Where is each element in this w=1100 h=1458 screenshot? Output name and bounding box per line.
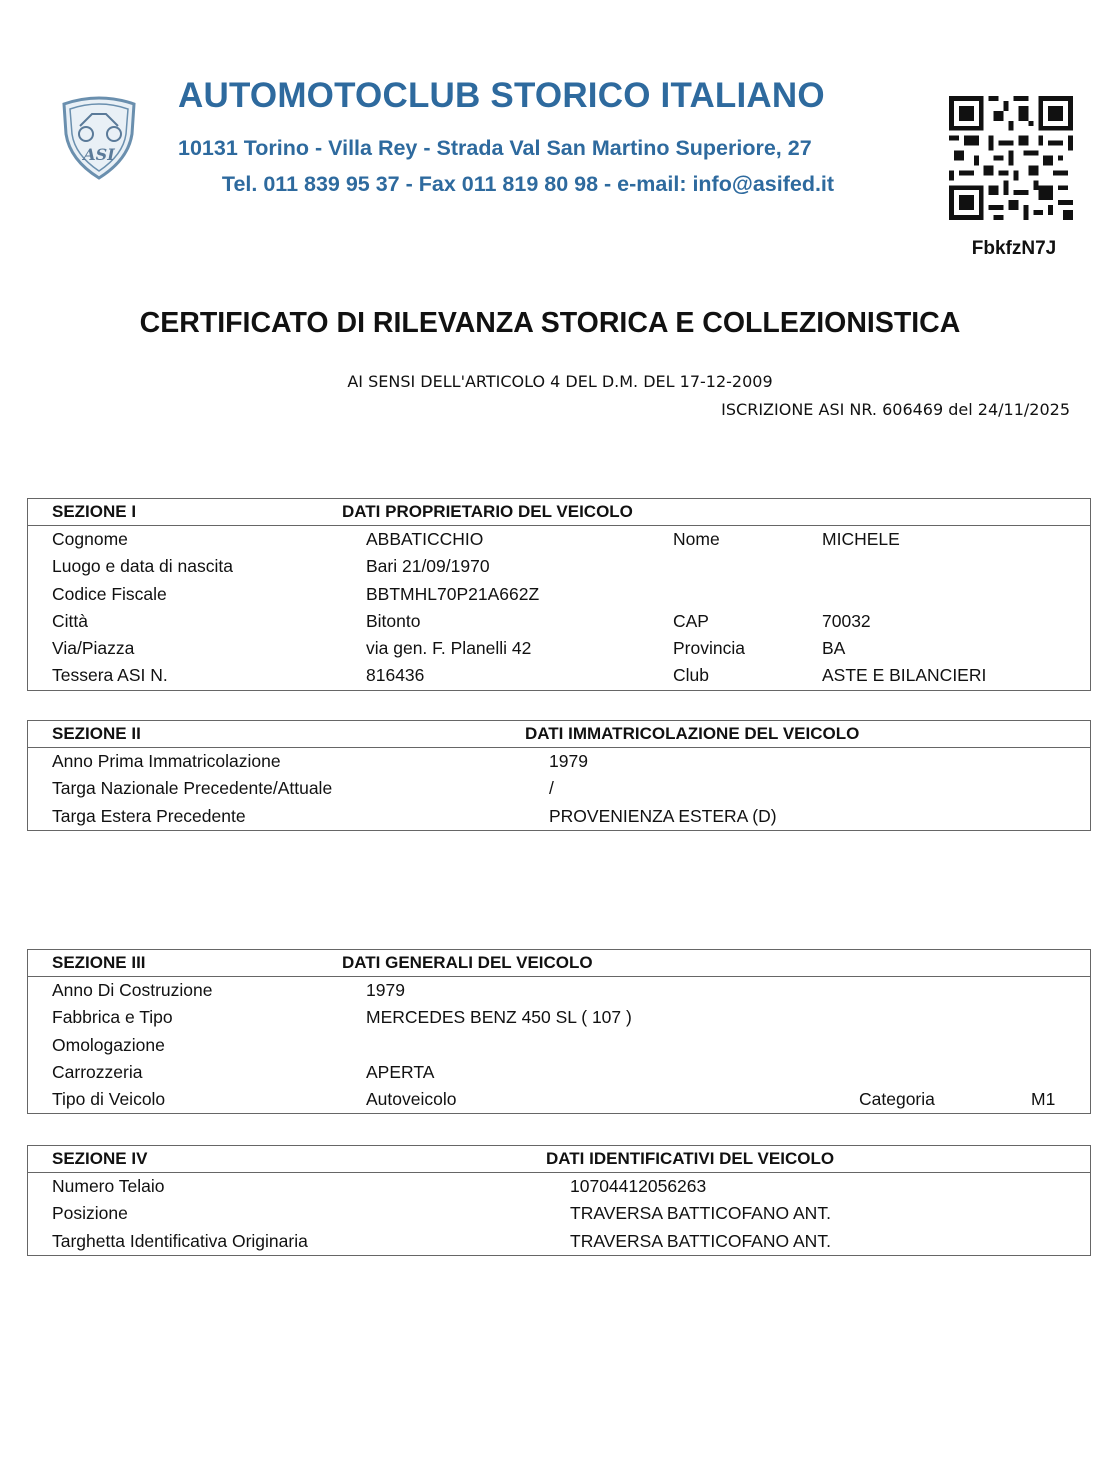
field-value: / xyxy=(549,778,554,799)
registration-number: ISCRIZIONE ASI NR. 606469 del 24/11/2025 xyxy=(721,400,1070,419)
table-row xyxy=(28,1086,1090,1113)
field-label: Cognome xyxy=(52,529,128,549)
table-row xyxy=(28,553,1090,580)
table-row xyxy=(28,581,1090,608)
qr-code-icon xyxy=(948,96,1074,220)
field-value: APERTA xyxy=(366,1061,435,1082)
field-label: CAP xyxy=(673,610,709,631)
section-label: SEZIONE III xyxy=(52,953,146,972)
field-label: Tipo di Veicolo xyxy=(52,1089,166,1110)
field-label: Categoria xyxy=(859,1089,935,1110)
field-value: PROVENIENZA ESTERA (D) xyxy=(549,805,777,826)
field-value: 1979 xyxy=(549,751,588,771)
document-subtitle: AI SENSI DELL'ARTICOLO 4 DEL D.M. DEL 17-12-2009 xyxy=(347,372,773,391)
field-value: ABBATICCHIO xyxy=(366,529,484,549)
field-value: 1979 xyxy=(366,980,405,1000)
table-row xyxy=(28,526,1090,553)
section-header xyxy=(28,1146,1090,1173)
table-row xyxy=(28,1200,1090,1227)
table-row xyxy=(28,1004,1090,1031)
section-title: DATI PROPRIETARIO DEL VEICOLO xyxy=(342,502,633,521)
field-label: Anno Di Costruzione xyxy=(52,980,213,1000)
table-row xyxy=(28,1228,1090,1255)
section-registration-data xyxy=(27,720,1091,831)
qr-code-text: FbkfzN7J xyxy=(971,238,1057,259)
field-label: Fabbrica e Tipo xyxy=(52,1007,173,1028)
section-title: DATI IDENTIFICATIVI DEL VEICOLO xyxy=(546,1149,835,1168)
table-row xyxy=(28,977,1090,1004)
field-value: BBTMHL70P21A662Z xyxy=(366,583,540,604)
field-value: TRAVERSA BATTICOFANO ANT. xyxy=(570,1203,831,1224)
field-label: Tessera ASI N. xyxy=(52,665,168,686)
table-row xyxy=(28,748,1090,775)
section-label: SEZIONE II xyxy=(52,724,141,743)
document-title: CERTIFICATO DI RILEVANZA STORICA E COLLEZIONISTICA xyxy=(139,307,961,339)
field-label: Luogo e data di nascita xyxy=(52,556,233,577)
field-value: Autoveicolo xyxy=(366,1089,457,1110)
field-label: Provincia xyxy=(673,638,745,659)
field-label: Via/Piazza xyxy=(52,638,135,659)
field-value: ASTE E BILANCIERI xyxy=(822,665,987,686)
field-label: Club xyxy=(673,665,709,686)
field-label: Targhetta Identificativa Originaria xyxy=(52,1230,308,1251)
field-value: Bitonto xyxy=(366,610,421,631)
field-value: 70032 xyxy=(822,610,871,631)
table-row xyxy=(28,1173,1090,1200)
table-row xyxy=(28,662,1090,689)
section-title: DATI GENERALI DEL VEICOLO xyxy=(342,953,593,972)
organization-name: AUTOMOTOCLUB STORICO ITALIANO xyxy=(178,76,825,115)
section-vehicle-identification-data xyxy=(27,1145,1091,1256)
svg-text:ASI: ASI xyxy=(83,145,115,164)
section-owner-data xyxy=(27,498,1091,691)
section-title: DATI IMMATRICOLAZIONE DEL VEICOLO xyxy=(525,724,860,743)
field-label: Anno Prima Immatricolazione xyxy=(52,751,281,771)
field-value: M1 xyxy=(1031,1089,1056,1110)
field-label: Omologazione xyxy=(52,1034,165,1055)
organization-address: 10131 Torino - Villa Rey - Strada Val San Martino Superiore, 27 xyxy=(178,136,812,160)
section-header xyxy=(28,950,1090,977)
field-label: Nome xyxy=(673,529,720,549)
table-row xyxy=(28,1059,1090,1086)
section-header xyxy=(28,721,1090,748)
field-label: Targa Nazionale Precedente/Attuale xyxy=(52,778,333,799)
table-row xyxy=(28,775,1090,802)
asi-logo xyxy=(58,94,140,180)
field-value: MERCEDES BENZ 450 SL ( 107 ) xyxy=(366,1007,632,1028)
field-value: MICHELE xyxy=(822,529,900,549)
section-label: SEZIONE I xyxy=(52,502,137,521)
table-row xyxy=(28,608,1090,635)
field-value: TRAVERSA BATTICOFANO ANT. xyxy=(570,1230,831,1251)
field-value: 10704412056263 xyxy=(570,1176,707,1196)
field-label: Targa Estera Precedente xyxy=(52,805,246,826)
field-label: Città xyxy=(52,610,88,631)
field-value: Bari 21/09/1970 xyxy=(366,556,490,577)
field-label: Numero Telaio xyxy=(52,1176,165,1196)
section-label: SEZIONE IV xyxy=(52,1149,148,1168)
section-header xyxy=(28,499,1090,526)
field-value: BA xyxy=(822,638,846,659)
section-vehicle-general-data xyxy=(27,949,1091,1114)
field-value: 816436 xyxy=(366,665,425,686)
table-row xyxy=(28,1032,1090,1059)
table-row xyxy=(28,803,1090,830)
table-row xyxy=(28,635,1090,662)
field-label: Codice Fiscale xyxy=(52,583,167,604)
organization-contact: Tel. 011 839 95 37 - Fax 011 819 80 98 - e-mail: info@asifed.it xyxy=(221,172,835,196)
field-label: Posizione xyxy=(52,1203,128,1224)
field-value: via gen. F. Planelli 42 xyxy=(366,638,532,659)
field-label: Carrozzeria xyxy=(52,1061,143,1082)
